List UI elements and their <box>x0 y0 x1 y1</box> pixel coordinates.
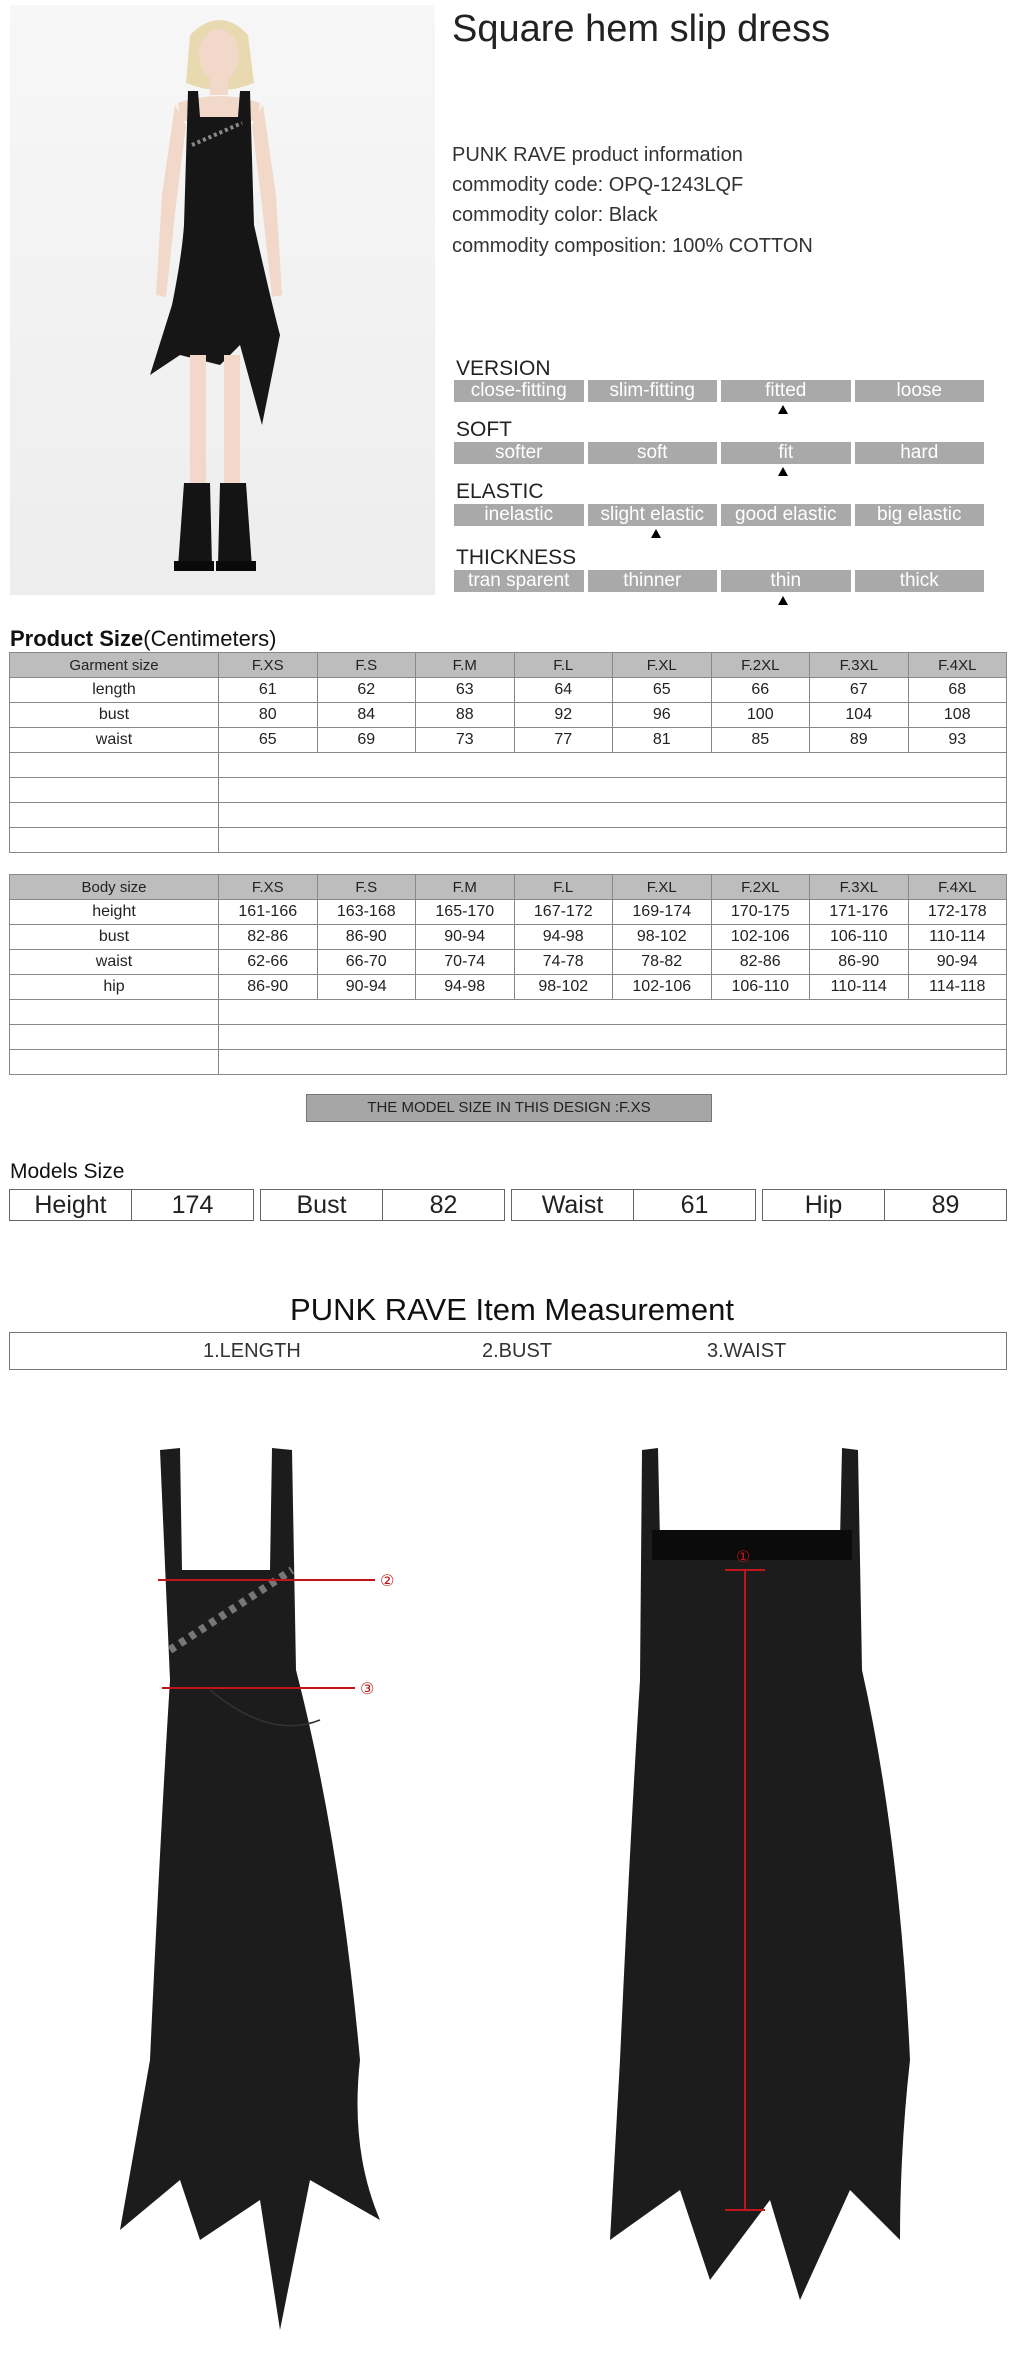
table-cell: 170-175 <box>711 900 810 925</box>
model-stat-value: 174 <box>131 1190 253 1220</box>
attr-option: thin <box>721 570 851 592</box>
table-cell: 171-176 <box>810 900 909 925</box>
marker-bust: ② <box>380 1571 395 1590</box>
attr-option: thinner <box>588 570 718 592</box>
table-cell: 64 <box>514 678 613 703</box>
color-label: commodity color: <box>452 204 604 226</box>
table-cell: 89 <box>810 728 909 753</box>
attr-option: good elastic <box>721 504 851 526</box>
empty-row <box>10 803 1007 828</box>
attr-soft-label: SOFT <box>456 418 512 441</box>
table-cell: 90-94 <box>416 925 515 950</box>
table-row <box>10 728 1007 753</box>
table-cell: 81 <box>613 728 712 753</box>
table-cell: 73 <box>416 728 515 753</box>
table-cell: 90-94 <box>317 975 416 1000</box>
garment-size-table <box>9 652 1007 853</box>
measurement-item-length: 1.LENGTH <box>203 1340 301 1362</box>
attr-elastic-label: ELASTIC <box>456 480 544 503</box>
empty-row <box>10 828 1007 853</box>
model-stat-label: Waist <box>541 1191 604 1219</box>
product-size-title <box>10 626 277 652</box>
table-cell: 106-110 <box>711 975 810 1000</box>
table-cell: 65 <box>219 728 318 753</box>
info-heading: PUNK RAVE product information <box>452 144 743 166</box>
attr-option: slim-fitting <box>588 380 718 402</box>
table-cell: 104 <box>810 703 909 728</box>
table-cell: 88 <box>416 703 515 728</box>
table-cell: 106-110 <box>810 925 909 950</box>
measurement-item-waist: 3.WAIST <box>707 1340 787 1362</box>
attr-option: loose <box>855 380 985 402</box>
attr-option: big elastic <box>855 504 985 526</box>
row-label: waist <box>10 950 219 975</box>
table-cell: 63 <box>416 678 515 703</box>
product-size-heading: Product Size <box>10 626 144 651</box>
model-size-banner: THE MODEL SIZE IN THIS DESIGN :F.XS <box>306 1094 712 1122</box>
attr-option: fit <box>721 442 851 464</box>
model-stat-value: 82 <box>382 1190 504 1220</box>
header-cell: F.3XL <box>810 653 909 678</box>
commodity-color <box>452 204 658 227</box>
marker-length: ① <box>736 1547 751 1566</box>
model-stat-label: Bust <box>296 1191 347 1219</box>
attr-option: slight elastic <box>588 504 718 526</box>
table-cell: 70-74 <box>416 950 515 975</box>
header-cell: F.XS <box>219 653 318 678</box>
color-value: Black <box>608 204 658 226</box>
attr-thickness-label: THICKNESS <box>456 546 577 569</box>
model-illustration <box>10 5 435 595</box>
attr-version-marker <box>778 405 788 414</box>
table-row <box>10 703 1007 728</box>
header-cell: F.2XL <box>711 653 810 678</box>
header-cell: F.M <box>416 653 515 678</box>
table-cell: 114-118 <box>908 975 1007 1000</box>
empty-row <box>10 1000 1007 1025</box>
row-label: bust <box>10 925 219 950</box>
table-cell: 67 <box>810 678 909 703</box>
table-cell: 62 <box>317 678 416 703</box>
table-header-row <box>10 875 1007 900</box>
table-cell: 84 <box>317 703 416 728</box>
table-cell: 167-172 <box>514 900 613 925</box>
header-cell: F.4XL <box>908 653 1007 678</box>
composition-label: commodity composition: <box>452 235 667 257</box>
table-row <box>10 975 1007 1000</box>
attr-option: inelastic <box>454 504 584 526</box>
attr-version-scale <box>454 380 984 402</box>
model-stat-value: 61 <box>633 1190 755 1220</box>
table-row <box>10 678 1007 703</box>
table-cell: 110-114 <box>908 925 1007 950</box>
empty-row <box>10 778 1007 803</box>
attr-version-label: VERSION <box>456 357 551 380</box>
table-cell: 77 <box>514 728 613 753</box>
attr-soft-marker <box>778 467 788 476</box>
table-cell: 169-174 <box>613 900 712 925</box>
product-title: Square hem slip dress <box>452 8 831 50</box>
measurement-title: PUNK RAVE Item Measurement <box>290 1292 734 1327</box>
commodity-code <box>452 174 743 197</box>
table-cell: 108 <box>908 703 1007 728</box>
table-cell: 68 <box>908 678 1007 703</box>
code-value: OPQ-1243LQF <box>608 174 744 196</box>
table-cell: 161-166 <box>219 900 318 925</box>
model-stat-label: Height <box>34 1191 107 1219</box>
table-cell: 100 <box>711 703 810 728</box>
attr-option: fitted <box>721 380 851 402</box>
composition-value: 100% COTTON <box>672 235 813 257</box>
dress-back-image <box>590 1420 920 2330</box>
body-size-table <box>9 874 1007 1075</box>
table-cell: 92 <box>514 703 613 728</box>
attr-thickness-marker <box>778 596 788 605</box>
table-cell: 80 <box>219 703 318 728</box>
table-cell: 86-90 <box>219 975 318 1000</box>
header-cell: F.4XL <box>908 875 1007 900</box>
header-cell: F.3XL <box>810 875 909 900</box>
attr-option: soft <box>588 442 718 464</box>
table-cell: 86-90 <box>317 925 416 950</box>
model-stat-hip <box>762 1189 1007 1221</box>
table-cell: 102-106 <box>613 975 712 1000</box>
header-cell: F.XL <box>613 875 712 900</box>
attr-elastic-scale <box>454 504 984 526</box>
empty-row <box>10 1050 1007 1075</box>
row-label: length <box>10 678 219 703</box>
table-cell: 85 <box>711 728 810 753</box>
table-cell: 94-98 <box>416 975 515 1000</box>
header-cell: F.S <box>317 875 416 900</box>
table-cell: 102-106 <box>711 925 810 950</box>
table-cell: 96 <box>613 703 712 728</box>
table-cell: 61 <box>219 678 318 703</box>
commodity-composition <box>452 235 813 258</box>
table-header-row <box>10 653 1007 678</box>
table-cell: 66 <box>711 678 810 703</box>
table-cell: 93 <box>908 728 1007 753</box>
product-size-unit: (Centimeters) <box>143 626 277 651</box>
marker-waist: ③ <box>360 1679 375 1698</box>
table-cell: 165-170 <box>416 900 515 925</box>
table-cell: 94-98 <box>514 925 613 950</box>
attr-option: close-fitting <box>454 380 584 402</box>
product-photo <box>10 5 435 595</box>
table-cell: 90-94 <box>908 950 1007 975</box>
table-cell: 78-82 <box>613 950 712 975</box>
attr-option: hard <box>855 442 985 464</box>
header-cell: F.S <box>317 653 416 678</box>
table-cell: 74-78 <box>514 950 613 975</box>
attr-option: tran sparent <box>454 570 584 592</box>
table-cell: 65 <box>613 678 712 703</box>
models-size-title: Models Size <box>10 1160 125 1183</box>
header-cell: F.M <box>416 875 515 900</box>
table-cell: 82-86 <box>219 925 318 950</box>
header-cell: F.XS <box>219 875 318 900</box>
header-cell: F.L <box>514 653 613 678</box>
table-cell: 98-102 <box>514 975 613 1000</box>
table-cell: 82-86 <box>711 950 810 975</box>
code-label: commodity code: <box>452 174 604 196</box>
table-row <box>10 925 1007 950</box>
row-label: waist <box>10 728 219 753</box>
attr-option: thick <box>855 570 985 592</box>
table-row <box>10 950 1007 975</box>
header-cell: Body size <box>10 875 219 900</box>
header-cell: F.XL <box>613 653 712 678</box>
attr-option: softer <box>454 442 584 464</box>
table-cell: 86-90 <box>810 950 909 975</box>
attr-soft-scale <box>454 442 984 464</box>
attr-elastic-marker <box>651 529 661 538</box>
table-cell: 172-178 <box>908 900 1007 925</box>
row-label: hip <box>10 975 219 1000</box>
table-cell: 66-70 <box>317 950 416 975</box>
dress-front-image <box>110 1420 420 2330</box>
table-cell: 110-114 <box>810 975 909 1000</box>
model-stat-label: Hip <box>804 1191 843 1219</box>
table-row <box>10 900 1007 925</box>
table-cell: 163-168 <box>317 900 416 925</box>
model-stat-waist <box>511 1189 756 1221</box>
attr-thickness-scale <box>454 570 984 592</box>
table-cell: 98-102 <box>613 925 712 950</box>
model-stat-height <box>9 1189 254 1221</box>
empty-row <box>10 753 1007 778</box>
measurement-item-bust: 2.BUST <box>482 1340 553 1362</box>
table-cell: 62-66 <box>219 950 318 975</box>
row-label: bust <box>10 703 219 728</box>
model-stat-value: 89 <box>884 1190 1006 1220</box>
model-stat-bust <box>260 1189 505 1221</box>
empty-row <box>10 1025 1007 1050</box>
measurement-legend <box>9 1332 1007 1370</box>
header-cell: F.L <box>514 875 613 900</box>
header-cell: F.2XL <box>711 875 810 900</box>
table-cell: 69 <box>317 728 416 753</box>
header-cell: Garment size <box>10 653 219 678</box>
row-label: height <box>10 900 219 925</box>
